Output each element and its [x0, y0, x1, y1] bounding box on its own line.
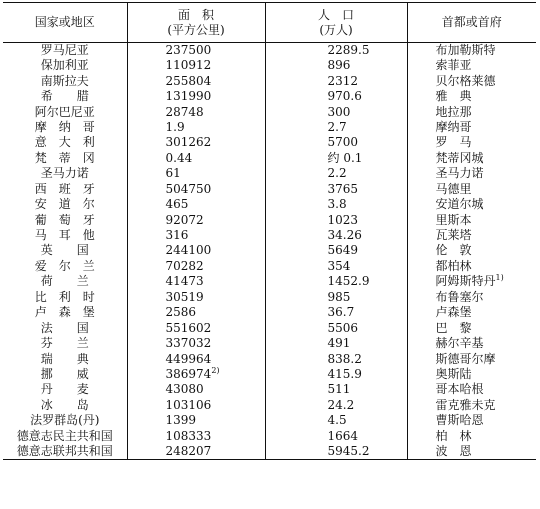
- area-cell: [127, 305, 265, 320]
- country-cell-value: 希 腊: [40, 89, 89, 104]
- population-cell: [265, 104, 407, 119]
- population-cell-value: 24.2: [327, 397, 355, 412]
- country-cell-value: 芬 兰: [40, 336, 89, 351]
- country-cell-value: 葡 萄 牙: [34, 212, 95, 227]
- table-row: [3, 43, 536, 59]
- table-row: [3, 58, 536, 73]
- header-row: [3, 3, 536, 43]
- capital-cell: [407, 367, 536, 382]
- capital-cell-value: 里斯本: [435, 212, 472, 227]
- population-cell: [265, 413, 407, 428]
- population-cell-value: 985: [327, 289, 351, 304]
- area-cell-value: 386974: [165, 366, 212, 381]
- capital-cell-value: 都柏林: [435, 258, 472, 273]
- capital-cell-value: 布鲁塞尔: [435, 289, 484, 304]
- area-cell: [127, 228, 265, 243]
- area-cell: [127, 212, 265, 227]
- country-cell: [3, 382, 127, 397]
- table-row: [3, 429, 536, 444]
- country-cell: [3, 274, 127, 289]
- country-cell: [3, 58, 127, 73]
- country-cell: [3, 429, 127, 444]
- capital-cell: [407, 104, 536, 119]
- country-cell-value: 比 利 时: [34, 289, 95, 304]
- population-cell: [265, 43, 407, 59]
- capital-cell-value: 伦 敦: [435, 243, 472, 258]
- capital-cell-value: 罗 马: [435, 135, 472, 150]
- country-cell: [3, 398, 127, 413]
- country-cell-value: 荷 兰: [40, 274, 89, 289]
- country-cell-value: 马 耳 他: [34, 228, 95, 243]
- capital-cell-value: 梵蒂冈城: [435, 150, 484, 165]
- table-row: [3, 336, 536, 351]
- population-cell: [265, 166, 407, 181]
- capital-cell: [407, 398, 536, 413]
- country-cell: [3, 305, 127, 320]
- population-cell: [265, 135, 407, 150]
- population-cell-value: 838.2: [327, 351, 362, 366]
- area-cell-value: 92072: [165, 212, 204, 227]
- population-cell: [265, 367, 407, 382]
- capital-cell-value: 雅 典: [435, 89, 472, 104]
- population-cell-value: 3765: [327, 181, 359, 196]
- area-cell-value: 0.44: [165, 150, 193, 165]
- capital-cell-value: 地拉那: [435, 104, 472, 119]
- area-cell-value: 465: [165, 197, 189, 212]
- country-cell: [3, 73, 127, 88]
- capital-cell: [407, 43, 536, 59]
- capital-cell-value: 马德里: [435, 181, 472, 196]
- capital-cell-value: 斯德哥尔摩: [435, 351, 496, 366]
- table-row: [3, 290, 536, 305]
- area-cell: [127, 290, 265, 305]
- population-cell-value: 415.9: [327, 366, 362, 381]
- population-cell: [265, 351, 407, 366]
- area-cell: [127, 259, 265, 274]
- population-cell: [265, 336, 407, 351]
- table-row: [3, 135, 536, 150]
- country-cell: [3, 444, 127, 460]
- country-cell-value: 安 道 尔: [34, 197, 95, 212]
- population-cell-value: 300: [327, 104, 351, 119]
- header-population: [265, 3, 407, 43]
- country-cell: [3, 290, 127, 305]
- population-cell-value: 491: [327, 336, 351, 351]
- area-cell: [127, 444, 265, 460]
- header-area: [127, 3, 265, 43]
- header-area-title: 面 积: [177, 7, 214, 22]
- table-row: [3, 182, 536, 197]
- country-cell-value: 丹 麦: [40, 382, 89, 397]
- capital-cell-value: 奥斯陆: [435, 366, 472, 381]
- country-cell-value: 冰 岛: [40, 397, 89, 412]
- table-row: [3, 413, 536, 428]
- area-cell-value: 41473: [165, 274, 204, 289]
- table-row: [3, 305, 536, 320]
- capital-cell-value: 雷克雅未克: [435, 397, 496, 412]
- area-cell: [127, 320, 265, 335]
- table-row: [3, 228, 536, 243]
- population-cell: [265, 58, 407, 73]
- footnote-marker: 1): [495, 274, 504, 283]
- area-cell-value: 103106: [165, 397, 212, 412]
- area-cell-value: 28748: [165, 104, 204, 119]
- population-cell: [265, 429, 407, 444]
- country-cell: [3, 243, 127, 258]
- area-cell-value: 70282: [165, 258, 204, 273]
- country-cell: [3, 43, 127, 59]
- population-cell-value: 511: [327, 382, 351, 397]
- capital-cell: [407, 351, 536, 366]
- country-cell: [3, 351, 127, 366]
- population-cell: [265, 151, 407, 166]
- population-cell: [265, 120, 407, 135]
- capital-cell-value: 布加勒斯特: [435, 43, 496, 57]
- area-cell-value: 110912: [165, 58, 212, 73]
- country-cell: [3, 228, 127, 243]
- capital-cell-value: 卢森堡: [435, 305, 472, 320]
- population-cell: [265, 228, 407, 243]
- capital-cell-value: 柏 林: [435, 428, 472, 443]
- capital-cell: [407, 151, 536, 166]
- population-cell-value: 2312: [327, 73, 359, 88]
- table-row: [3, 73, 536, 88]
- area-cell: [127, 413, 265, 428]
- country-cell-value: 爱 尔 兰: [34, 258, 95, 273]
- country-cell: [3, 89, 127, 104]
- table-header: [3, 3, 536, 43]
- area-cell: [127, 58, 265, 73]
- area-cell: [127, 367, 265, 382]
- area-cell-value: 449964: [165, 351, 212, 366]
- population-cell-value: 5700: [327, 135, 359, 150]
- table-row: [3, 89, 536, 104]
- population-cell-value: 约 0.1: [327, 150, 363, 165]
- area-cell-value: 108333: [165, 428, 212, 443]
- table-row: [3, 243, 536, 258]
- capital-cell: [407, 182, 536, 197]
- country-cell: [3, 151, 127, 166]
- country-cell-value: 瑞 典: [40, 351, 89, 366]
- capital-cell: [407, 58, 536, 73]
- country-cell-value: 西 班 牙: [34, 181, 95, 196]
- area-cell: [127, 89, 265, 104]
- header-population-unit: (万人): [319, 22, 353, 37]
- country-cell-value: 圣马力诺: [40, 166, 89, 181]
- capital-cell: [407, 382, 536, 397]
- area-cell: [127, 274, 265, 289]
- area-cell-value: 2586: [165, 305, 197, 320]
- population-cell: [265, 259, 407, 274]
- population-cell-value: 354: [327, 258, 351, 273]
- footnote-marker: 2): [211, 366, 220, 375]
- header-country-label: 国家或地区: [34, 15, 95, 29]
- country-cell-value: 德意志联邦共和国: [16, 443, 113, 458]
- capital-cell: [407, 429, 536, 444]
- country-cell: [3, 166, 127, 181]
- area-cell: [127, 104, 265, 119]
- area-cell-value: 237500: [165, 43, 212, 57]
- capital-cell-value: 哥本哈根: [435, 382, 484, 397]
- capital-cell: [407, 197, 536, 212]
- area-cell: [127, 398, 265, 413]
- country-cell-value: 阿尔巴尼亚: [34, 104, 95, 119]
- country-cell-value: 南斯拉夫: [40, 73, 89, 88]
- area-cell: [127, 243, 265, 258]
- population-cell-value: 5649: [327, 243, 359, 258]
- header-area-unit: (平方公里): [167, 22, 225, 37]
- table-row: [3, 104, 536, 119]
- population-cell-value: 970.6: [327, 89, 362, 104]
- table-row: [3, 382, 536, 397]
- country-cell-value: 保加利亚: [40, 58, 89, 73]
- population-cell-value: 36.7: [327, 305, 355, 320]
- capital-cell-value: 波 恩: [435, 443, 472, 458]
- area-cell-value: 301262: [165, 135, 212, 150]
- area-cell: [127, 151, 265, 166]
- header-capital: [407, 3, 536, 43]
- country-cell: [3, 259, 127, 274]
- area-cell: [127, 336, 265, 351]
- country-cell: [3, 320, 127, 335]
- country-cell-value: 意 大 利: [34, 135, 95, 150]
- capital-cell-value: 索菲亚: [435, 58, 472, 73]
- table-body: [3, 43, 536, 460]
- country-table-container: [3, 2, 536, 460]
- population-cell-value: 2289.5: [327, 43, 370, 57]
- country-cell: [3, 197, 127, 212]
- area-cell: [127, 182, 265, 197]
- header-population-title: 人 口: [317, 7, 354, 22]
- area-cell: [127, 135, 265, 150]
- capital-cell-value: 赫尔辛基: [435, 336, 484, 351]
- area-cell-value: 131990: [165, 89, 212, 104]
- population-cell: [265, 274, 407, 289]
- capital-cell: [407, 305, 536, 320]
- capital-cell: [407, 228, 536, 243]
- country-cell: [3, 120, 127, 135]
- capital-cell-value: 阿姆斯特丹: [435, 274, 496, 289]
- table-row: [3, 259, 536, 274]
- header-capital-label: 首都或首府: [441, 15, 502, 29]
- table-row: [3, 444, 536, 460]
- population-cell-value: 1452.9: [327, 274, 370, 289]
- country-cell-value: 法罗群岛(丹): [30, 413, 100, 428]
- country-cell: [3, 212, 127, 227]
- table-row: [3, 197, 536, 212]
- table-row: [3, 166, 536, 181]
- population-cell-value: 3.8: [327, 197, 347, 212]
- population-cell: [265, 444, 407, 460]
- area-cell-value: 248207: [165, 443, 212, 458]
- capital-cell: [407, 166, 536, 181]
- capital-cell: [407, 259, 536, 274]
- table-row: [3, 212, 536, 227]
- population-cell: [265, 305, 407, 320]
- area-cell-value: 43080: [165, 382, 204, 397]
- table-row: [3, 120, 536, 135]
- area-cell: [127, 382, 265, 397]
- capital-cell-value: 摩纳哥: [435, 119, 472, 134]
- table-row: [3, 151, 536, 166]
- area-cell-value: 1.9: [165, 119, 185, 134]
- population-cell-value: 2.2: [327, 166, 347, 181]
- country-cell: [3, 135, 127, 150]
- area-cell-value: 244100: [165, 243, 212, 258]
- table-row: [3, 274, 536, 289]
- country-cell: [3, 104, 127, 119]
- country-cell-value: 法 国: [40, 320, 89, 335]
- population-cell-value: 5506: [327, 320, 359, 335]
- area-cell: [127, 120, 265, 135]
- capital-cell-value: 曹斯哈恩: [435, 413, 484, 428]
- capital-cell: [407, 89, 536, 104]
- capital-cell-value: 安道尔城: [435, 197, 484, 212]
- country-cell-value: 英 国: [40, 243, 89, 258]
- area-cell: [127, 73, 265, 88]
- area-cell: [127, 351, 265, 366]
- area-cell-value: 551602: [165, 320, 212, 335]
- country-cell-value: 卢 森 堡: [34, 305, 95, 320]
- population-cell: [265, 290, 407, 305]
- population-cell: [265, 212, 407, 227]
- country-cell: [3, 367, 127, 382]
- population-cell-value: 1664: [327, 428, 359, 443]
- capital-cell: [407, 290, 536, 305]
- capital-cell: [407, 336, 536, 351]
- country-cell: [3, 336, 127, 351]
- capital-cell-value: 巴 黎: [435, 320, 472, 335]
- population-cell-value: 4.5: [327, 413, 347, 428]
- population-cell-value: 1023: [327, 212, 359, 227]
- population-cell: [265, 320, 407, 335]
- capital-cell: [407, 444, 536, 460]
- area-cell: [127, 43, 265, 59]
- population-cell-value: 2.7: [327, 119, 347, 134]
- population-cell: [265, 243, 407, 258]
- population-cell: [265, 197, 407, 212]
- country-cell-value: 梵 蒂 冈: [34, 150, 95, 165]
- country-cell-value: 罗马尼亚: [40, 43, 89, 57]
- capital-cell: [407, 413, 536, 428]
- population-cell: [265, 398, 407, 413]
- population-cell: [265, 73, 407, 88]
- capital-cell: [407, 320, 536, 335]
- capital-cell-value: 圣马力诺: [435, 166, 484, 181]
- population-cell: [265, 382, 407, 397]
- population-cell-value: 34.26: [327, 228, 362, 243]
- area-cell-value: 61: [165, 166, 181, 181]
- area-cell: [127, 166, 265, 181]
- table-row: [3, 351, 536, 366]
- header-country: [3, 3, 127, 43]
- country-cell: [3, 413, 127, 428]
- capital-cell: [407, 274, 536, 289]
- area-cell-value: 504750: [165, 181, 212, 196]
- capital-cell: [407, 135, 536, 150]
- area-cell-value: 30519: [165, 289, 204, 304]
- capital-cell: [407, 120, 536, 135]
- capital-cell-value: 瓦莱塔: [435, 228, 472, 243]
- area-cell-value: 255804: [165, 73, 212, 88]
- country-data-table: [3, 2, 536, 460]
- population-cell: [265, 182, 407, 197]
- country-cell-value: 挪 威: [40, 366, 89, 381]
- area-cell-value: 1399: [165, 413, 197, 428]
- capital-cell: [407, 73, 536, 88]
- area-cell: [127, 429, 265, 444]
- population-cell: [265, 89, 407, 104]
- capital-cell: [407, 212, 536, 227]
- country-cell-value: 德意志民主共和国: [16, 428, 113, 443]
- area-cell: [127, 197, 265, 212]
- capital-cell-value: 贝尔格莱德: [435, 73, 496, 88]
- area-cell-value: 337032: [165, 336, 212, 351]
- area-cell-value: 316: [165, 228, 189, 243]
- population-cell-value: 896: [327, 58, 351, 73]
- table-row: [3, 367, 536, 382]
- country-cell-value: 摩 纳 哥: [34, 119, 95, 134]
- table-row: [3, 398, 536, 413]
- population-cell-value: 5945.2: [327, 443, 370, 458]
- capital-cell: [407, 243, 536, 258]
- table-row: [3, 320, 536, 335]
- country-cell: [3, 182, 127, 197]
